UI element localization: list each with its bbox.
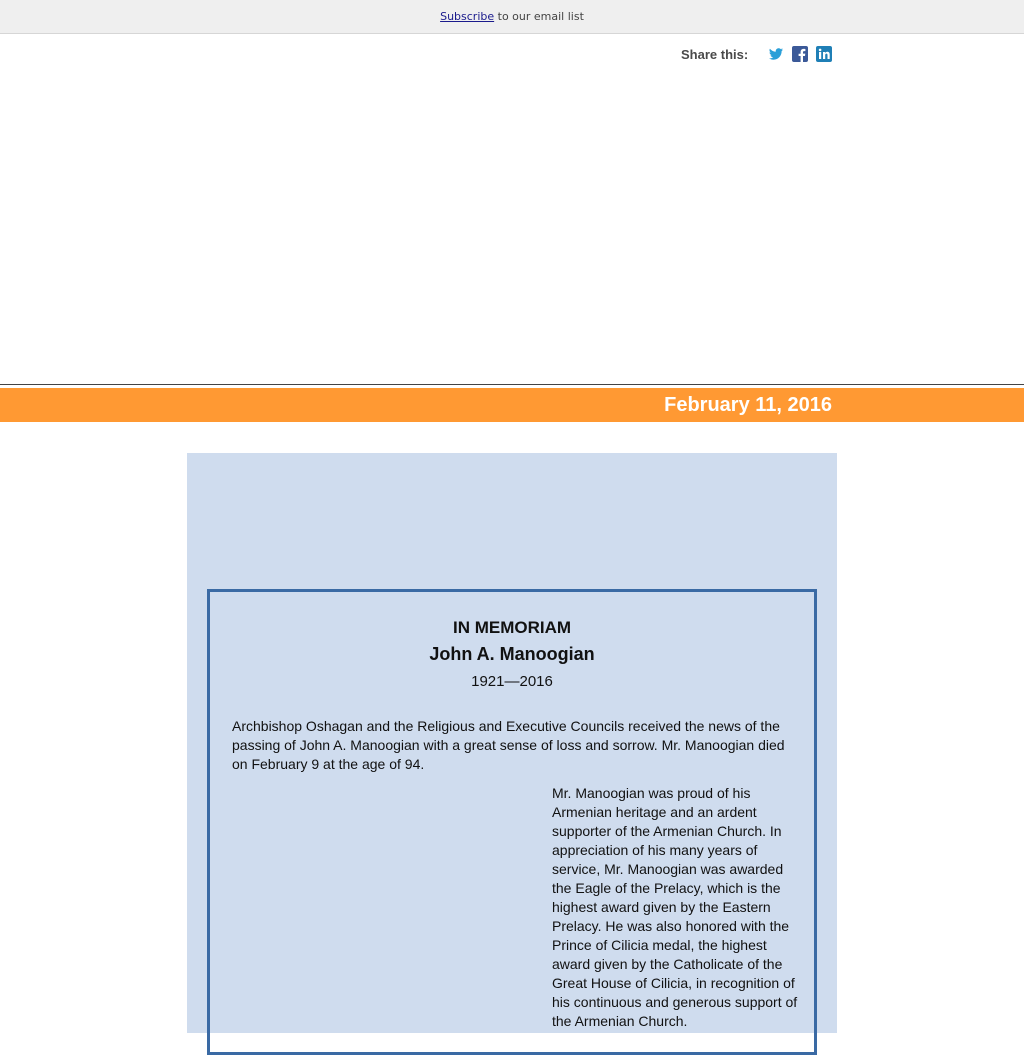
memoriam-heading: IN MEMORIAM <box>452 618 572 637</box>
linkedin-icon[interactable] <box>816 46 832 62</box>
share-label: Share this: <box>681 46 749 62</box>
subscribe-text: to our email list <box>494 10 584 23</box>
date-banner <box>0 388 1024 422</box>
header-image-area <box>0 70 1024 382</box>
facebook-icon[interactable] <box>792 46 808 62</box>
share-bar <box>681 44 832 64</box>
memoriam-name: John A. Manoogian <box>429 644 595 664</box>
content-panel <box>187 453 837 1033</box>
twitter-icon[interactable] <box>768 46 784 62</box>
issue-date: February 11, 2016 <box>664 394 832 416</box>
header-divider <box>0 384 1024 385</box>
memoriam-intro: Archbishop Oshagan and the Religious and Executive Councils received the news of the passing of John A. Manoogian with a great sense of loss and sorrow. Mr. Manoogian died on February 9 at the age of 94. <box>232 718 785 772</box>
memoriam-years: 1921—2016 <box>471 673 553 690</box>
memoriam-photo <box>232 786 532 1046</box>
memoriam-box <box>207 589 817 1055</box>
subscribe-link[interactable]: Subscribe <box>440 10 495 23</box>
memoriam-body: Mr. Manoogian was proud of his Armenian heritage and an ardent supporter of the Armenian Church. In appreciation of his many years of service, Mr. Manoogian was awarded the Eagle of the Prelacy, which is the highest award given by the Eastern Prelacy. He was also honored with the Prince of Cilicia medal, the highest award given by the Catholicate of the Great House of Cilicia, in recognition of his continuous and generous support of the Armenian Church. <box>552 785 798 1029</box>
subscribe-bar <box>0 0 1024 34</box>
